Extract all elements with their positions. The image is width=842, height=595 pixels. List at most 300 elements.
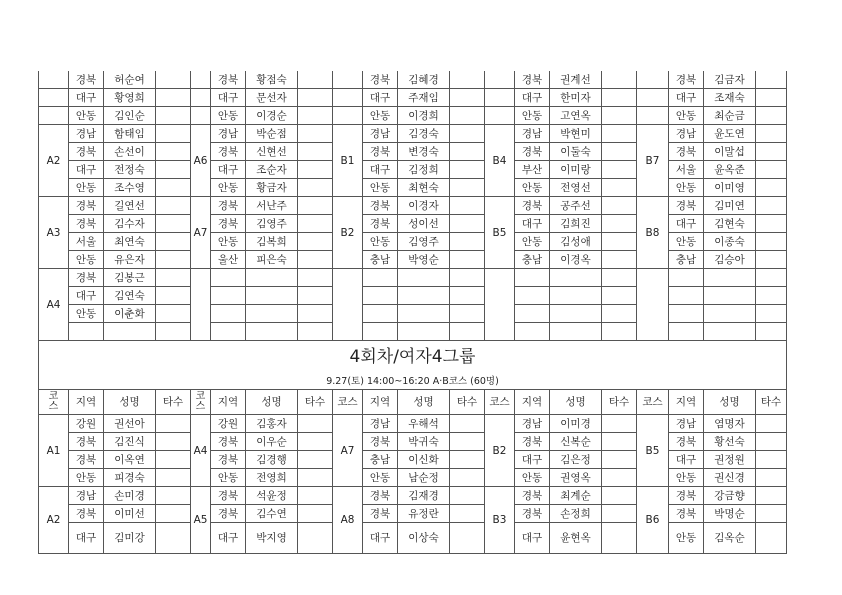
region-cell — [363, 305, 398, 323]
region-cell — [363, 269, 398, 287]
score-cell — [602, 161, 637, 179]
name-cell: 김복희 — [246, 233, 298, 251]
name-cell: 염명자 — [704, 415, 756, 433]
course-cell — [333, 107, 363, 125]
region-cell: 경남 — [69, 487, 104, 505]
region-cell — [669, 287, 704, 305]
header-course: 코스 — [333, 390, 363, 415]
header-score: 타수 — [756, 390, 787, 415]
name-cell: 서난주 — [246, 197, 298, 215]
title-row — [39, 341, 787, 374]
name-cell: 고연옥 — [550, 107, 602, 125]
course-cell — [333, 269, 363, 341]
name-cell: 박명순 — [704, 505, 756, 523]
region-cell: 경북 — [211, 197, 246, 215]
region-cell: 경북 — [69, 143, 104, 161]
score-cell — [298, 433, 333, 451]
name-cell: 김현숙 — [704, 215, 756, 233]
course-cell: A4 — [39, 269, 69, 341]
score-cell — [450, 323, 485, 341]
region-cell: 부산 — [515, 161, 550, 179]
score-cell — [450, 505, 485, 523]
region-cell: 대구 — [69, 523, 104, 554]
table-row — [39, 89, 787, 107]
region-cell: 경남 — [69, 125, 104, 143]
name-cell: 김봉근 — [104, 269, 156, 287]
name-cell: 신현선 — [246, 143, 298, 161]
course-cell — [39, 71, 69, 89]
score-cell — [156, 233, 191, 251]
course-cell: A2 — [39, 125, 69, 197]
name-cell: 김희진 — [550, 215, 602, 233]
name-cell: 조순자 — [246, 161, 298, 179]
header-name: 성명 — [246, 390, 298, 415]
region-cell: 안동 — [211, 469, 246, 487]
score-cell — [450, 125, 485, 143]
score-cell — [298, 415, 333, 433]
score-cell — [156, 487, 191, 505]
region-cell: 경북 — [363, 71, 398, 89]
region-cell: 경북 — [363, 487, 398, 505]
region-cell: 대구 — [515, 523, 550, 554]
name-cell: 허순여 — [104, 71, 156, 89]
region-cell — [669, 323, 704, 341]
score-cell — [756, 251, 787, 269]
region-cell — [515, 269, 550, 287]
score-cell — [298, 125, 333, 143]
name-cell: 권정원 — [704, 451, 756, 469]
score-cell — [756, 469, 787, 487]
region-cell: 강원 — [69, 415, 104, 433]
score-cell — [450, 415, 485, 433]
course-cell — [191, 89, 211, 107]
region-cell: 안동 — [515, 233, 550, 251]
score-cell — [156, 269, 191, 287]
name-cell: 공주선 — [550, 197, 602, 215]
name-cell — [104, 323, 156, 341]
name-cell: 김미연 — [704, 197, 756, 215]
region-cell: 안동 — [669, 107, 704, 125]
header-score: 타수 — [602, 390, 637, 415]
header-score: 타수 — [156, 390, 191, 415]
name-cell: 이미선 — [104, 505, 156, 523]
name-cell — [246, 323, 298, 341]
region-cell: 경북 — [669, 143, 704, 161]
name-cell: 권선아 — [104, 415, 156, 433]
name-cell: 김은정 — [550, 451, 602, 469]
region-cell: 대구 — [69, 89, 104, 107]
score-cell — [156, 179, 191, 197]
score-cell — [298, 523, 333, 554]
score-cell — [756, 433, 787, 451]
region-cell: 안동 — [515, 107, 550, 125]
course-cell — [333, 89, 363, 107]
section-title: 4회차/여자4그룹 — [39, 341, 787, 374]
region-cell — [211, 269, 246, 287]
course-cell: A8 — [333, 487, 363, 554]
name-cell: 이우순 — [246, 433, 298, 451]
score-cell — [756, 161, 787, 179]
name-cell: 이경자 — [398, 197, 450, 215]
region-cell: 안동 — [211, 107, 246, 125]
table-row — [39, 451, 787, 469]
name-cell: 우해석 — [398, 415, 450, 433]
name-cell: 윤도연 — [704, 125, 756, 143]
name-cell: 이말섭 — [704, 143, 756, 161]
score-cell — [298, 451, 333, 469]
name-cell: 성이선 — [398, 215, 450, 233]
score-cell — [756, 415, 787, 433]
name-cell: 김경행 — [246, 451, 298, 469]
region-cell: 서울 — [669, 161, 704, 179]
score-cell — [450, 107, 485, 125]
table-row — [39, 323, 787, 341]
name-cell: 최계순 — [550, 487, 602, 505]
score-cell — [602, 125, 637, 143]
name-cell: 최순금 — [704, 107, 756, 125]
score-cell — [156, 107, 191, 125]
name-cell — [704, 269, 756, 287]
region-cell — [211, 323, 246, 341]
name-cell: 김인순 — [104, 107, 156, 125]
region-cell: 대구 — [69, 161, 104, 179]
region-cell: 경북 — [363, 143, 398, 161]
table-row — [39, 269, 787, 287]
score-cell — [450, 287, 485, 305]
score-cell — [602, 415, 637, 433]
score-cell — [602, 215, 637, 233]
score-cell — [756, 215, 787, 233]
header-score: 타수 — [298, 390, 333, 415]
score-cell — [298, 505, 333, 523]
course-cell — [191, 107, 211, 125]
course-cell: A3 — [39, 197, 69, 269]
course-cell: A6 — [191, 125, 211, 197]
score-cell — [156, 125, 191, 143]
region-cell: 경북 — [211, 143, 246, 161]
name-cell: 전정숙 — [104, 161, 156, 179]
score-cell — [602, 451, 637, 469]
name-cell: 전영희 — [246, 469, 298, 487]
name-cell: 전영선 — [550, 179, 602, 197]
score-cell — [450, 251, 485, 269]
name-cell: 김금자 — [704, 71, 756, 89]
region-cell: 경북 — [211, 505, 246, 523]
table-row — [39, 71, 787, 89]
header-row — [39, 390, 787, 415]
name-cell: 김성애 — [550, 233, 602, 251]
name-cell: 길연선 — [104, 197, 156, 215]
score-cell — [298, 107, 333, 125]
name-cell: 조재숙 — [704, 89, 756, 107]
region-cell — [363, 323, 398, 341]
name-cell — [398, 323, 450, 341]
region-cell: 경북 — [515, 433, 550, 451]
name-cell: 김승아 — [704, 251, 756, 269]
score-cell — [450, 161, 485, 179]
region-cell: 경북 — [69, 505, 104, 523]
table-row — [39, 287, 787, 305]
region-cell: 안동 — [669, 469, 704, 487]
name-cell: 김영주 — [246, 215, 298, 233]
region-cell: 대구 — [363, 161, 398, 179]
region-cell: 안동 — [363, 179, 398, 197]
region-cell: 대구 — [211, 161, 246, 179]
name-cell: 석윤정 — [246, 487, 298, 505]
name-cell: 황점숙 — [246, 71, 298, 89]
name-cell — [550, 269, 602, 287]
region-cell: 경남 — [515, 415, 550, 433]
table-row — [39, 469, 787, 487]
region-cell: 대구 — [363, 89, 398, 107]
course-cell: B6 — [637, 487, 669, 554]
name-cell: 윤현옥 — [550, 523, 602, 554]
name-cell: 피은숙 — [246, 251, 298, 269]
name-cell: 이옥연 — [104, 451, 156, 469]
region-cell: 경북 — [69, 433, 104, 451]
table-row — [39, 505, 787, 523]
name-cell: 황금자 — [246, 179, 298, 197]
region-cell: 대구 — [669, 89, 704, 107]
course-cell: A5 — [191, 487, 211, 554]
region-cell: 경북 — [515, 71, 550, 89]
score-cell — [756, 125, 787, 143]
score-cell — [156, 287, 191, 305]
course-cell: B8 — [637, 197, 669, 269]
name-cell: 이경순 — [246, 107, 298, 125]
score-cell — [602, 107, 637, 125]
region-cell: 경북 — [363, 505, 398, 523]
name-cell: 이상숙 — [398, 523, 450, 554]
region-cell: 안동 — [363, 469, 398, 487]
score-cell — [450, 487, 485, 505]
name-cell — [246, 305, 298, 323]
score-cell — [156, 89, 191, 107]
course-cell — [333, 71, 363, 89]
region-cell: 안동 — [515, 469, 550, 487]
region-cell: 안동 — [211, 233, 246, 251]
region-cell: 충남 — [515, 251, 550, 269]
score-cell — [602, 143, 637, 161]
name-cell: 윤옥준 — [704, 161, 756, 179]
name-cell: 황선숙 — [704, 433, 756, 451]
region-cell: 안동 — [69, 469, 104, 487]
course-cell — [485, 71, 515, 89]
score-cell — [602, 487, 637, 505]
region-cell: 대구 — [515, 451, 550, 469]
score-cell — [298, 469, 333, 487]
table-row — [39, 107, 787, 125]
region-cell: 울산 — [211, 251, 246, 269]
name-cell — [550, 323, 602, 341]
region-cell: 충남 — [669, 251, 704, 269]
region-cell — [363, 287, 398, 305]
score-cell — [450, 143, 485, 161]
region-cell: 안동 — [363, 107, 398, 125]
region-cell: 경북 — [515, 197, 550, 215]
course-cell — [637, 71, 669, 89]
score-cell — [450, 197, 485, 215]
score-cell — [602, 323, 637, 341]
region-cell: 안동 — [363, 233, 398, 251]
region-cell: 경북 — [515, 505, 550, 523]
score-cell — [756, 143, 787, 161]
score-cell — [756, 451, 787, 469]
score-cell — [756, 323, 787, 341]
region-cell: 경북 — [211, 487, 246, 505]
score-cell — [298, 305, 333, 323]
name-cell: 유은자 — [104, 251, 156, 269]
name-cell: 김진식 — [104, 433, 156, 451]
course-cell — [191, 71, 211, 89]
name-cell — [550, 287, 602, 305]
region-cell: 경북 — [669, 505, 704, 523]
region-cell: 안동 — [69, 179, 104, 197]
table-row — [39, 179, 787, 197]
name-cell: 변경숙 — [398, 143, 450, 161]
region-cell: 경북 — [211, 71, 246, 89]
score-cell — [602, 197, 637, 215]
score-cell — [602, 251, 637, 269]
score-cell — [450, 433, 485, 451]
region-cell: 경북 — [669, 197, 704, 215]
header-region: 지역 — [211, 390, 246, 415]
name-cell: 함태임 — [104, 125, 156, 143]
score-cell — [298, 487, 333, 505]
score-cell — [756, 269, 787, 287]
region-cell: 경남 — [669, 415, 704, 433]
region-cell: 경북 — [669, 433, 704, 451]
name-cell: 박지영 — [246, 523, 298, 554]
score-cell — [602, 469, 637, 487]
course-cell — [637, 269, 669, 341]
region-cell: 충남 — [363, 451, 398, 469]
score-cell — [156, 161, 191, 179]
score-cell — [298, 161, 333, 179]
course-cell: B2 — [333, 197, 363, 269]
region-cell: 대구 — [669, 451, 704, 469]
region-cell: 대구 — [69, 287, 104, 305]
score-cell — [298, 215, 333, 233]
score-cell — [156, 71, 191, 89]
name-cell: 신복순 — [550, 433, 602, 451]
name-cell: 이미영 — [704, 179, 756, 197]
name-cell: 이춘화 — [104, 305, 156, 323]
table-row — [39, 487, 787, 505]
region-cell: 안동 — [515, 179, 550, 197]
name-cell — [398, 269, 450, 287]
score-cell — [156, 523, 191, 554]
header-score: 타수 — [450, 390, 485, 415]
score-cell — [156, 197, 191, 215]
region-cell: 안동 — [669, 179, 704, 197]
name-cell: 권영옥 — [550, 469, 602, 487]
region-cell: 대구 — [363, 523, 398, 554]
region-cell: 경북 — [69, 451, 104, 469]
table-row — [39, 523, 787, 554]
name-cell: 최현숙 — [398, 179, 450, 197]
region-cell: 경북 — [515, 487, 550, 505]
name-cell: 황영희 — [104, 89, 156, 107]
header-region: 지역 — [69, 390, 104, 415]
name-cell: 피경숙 — [104, 469, 156, 487]
score-cell — [156, 305, 191, 323]
name-cell: 최연숙 — [104, 233, 156, 251]
name-cell: 김미강 — [104, 523, 156, 554]
score-cell — [756, 305, 787, 323]
course-cell: B5 — [485, 197, 515, 269]
name-cell — [398, 287, 450, 305]
header-course: 코스 — [485, 390, 515, 415]
region-cell — [211, 305, 246, 323]
course-cell: B2 — [485, 415, 515, 487]
course-cell — [637, 107, 669, 125]
header-region: 지역 — [515, 390, 550, 415]
score-cell — [756, 523, 787, 554]
region-cell: 강원 — [211, 415, 246, 433]
course-cell — [485, 107, 515, 125]
score-cell — [156, 433, 191, 451]
score-cell — [450, 451, 485, 469]
score-cell — [156, 451, 191, 469]
table-row — [39, 215, 787, 233]
header-course-top: 코 — [195, 391, 206, 402]
name-cell: 김영주 — [398, 233, 450, 251]
region-cell: 경북 — [211, 451, 246, 469]
name-cell: 손미경 — [104, 487, 156, 505]
name-cell: 박영순 — [398, 251, 450, 269]
region-cell: 대구 — [211, 89, 246, 107]
score-cell — [298, 269, 333, 287]
score-cell — [602, 287, 637, 305]
header-name: 성명 — [104, 390, 156, 415]
table-row — [39, 161, 787, 179]
header-region: 지역 — [669, 390, 704, 415]
score-cell — [156, 215, 191, 233]
score-cell — [450, 71, 485, 89]
course-cell: A1 — [39, 415, 69, 487]
course-cell: B3 — [485, 487, 515, 554]
score-cell — [756, 487, 787, 505]
name-cell — [550, 305, 602, 323]
name-cell: 박순점 — [246, 125, 298, 143]
name-cell — [398, 305, 450, 323]
name-cell: 남순정 — [398, 469, 450, 487]
name-cell — [704, 323, 756, 341]
region-cell: 경북 — [515, 143, 550, 161]
score-cell — [756, 179, 787, 197]
region-cell — [211, 287, 246, 305]
score-cell — [156, 323, 191, 341]
region-cell: 경북 — [669, 71, 704, 89]
name-cell — [704, 305, 756, 323]
name-cell: 손선이 — [104, 143, 156, 161]
course-cell: A4 — [191, 415, 211, 487]
score-cell — [298, 143, 333, 161]
region-cell: 경남 — [669, 125, 704, 143]
score-cell — [450, 523, 485, 554]
score-cell — [298, 233, 333, 251]
table-row — [39, 251, 787, 269]
score-cell — [602, 305, 637, 323]
header-course — [39, 390, 69, 415]
name-cell: 김경숙 — [398, 125, 450, 143]
score-cell — [756, 233, 787, 251]
score-cell — [450, 269, 485, 287]
name-cell — [704, 287, 756, 305]
name-cell: 주재임 — [398, 89, 450, 107]
name-cell: 박현미 — [550, 125, 602, 143]
